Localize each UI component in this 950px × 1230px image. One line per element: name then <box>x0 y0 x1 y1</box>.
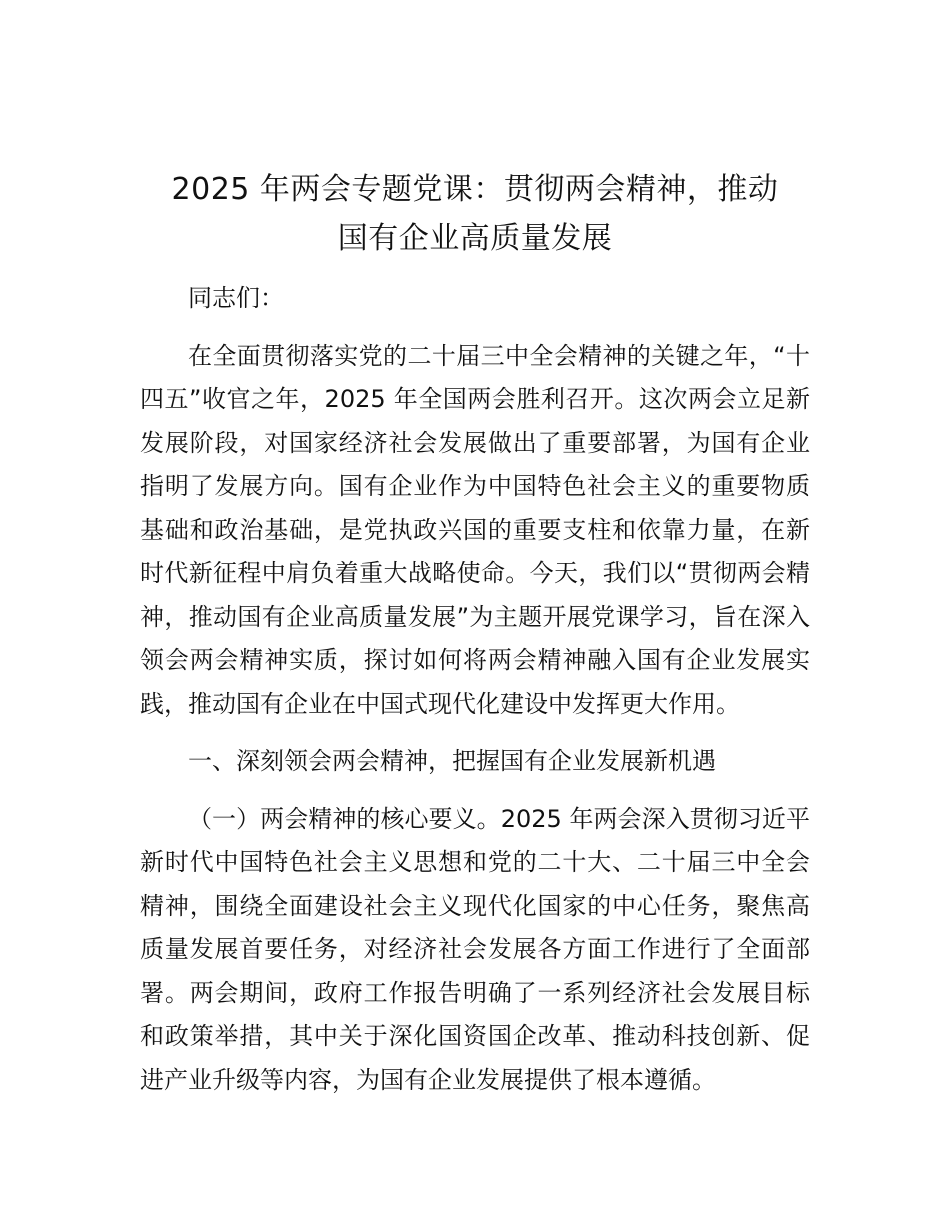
greeting: 同志们： <box>188 284 284 312</box>
document-title-line-2: 国有企业高质量发展 <box>337 221 613 256</box>
document-content <box>140 165 810 1102</box>
document-title-line-1: 2025 年两会专题党课：贯彻两会精神，推动 <box>171 172 779 207</box>
section-1-paragraph-1: （一）两会精神的核心要义。2025 年两会深入贯彻习近平新时代中国特色社会主义思想和党的二十大、二十届三中全会精神，围绕全面建设社会主义现代化国家的中心任务，聚焦高质量发展首要任务，对经济社会发展各方面工作进行了全面部署。两会期间，政府工作报告明确了一系列经济社会发展目标和政策举措，其中关于深化国资国企改革、推动科技创新、促进产业升级等内容，为国有企业发展提供了根本遵循。 <box>140 804 810 1094</box>
section-1-heading: 一、深刻领会两会精神，把握国有企业发展新机遇 <box>188 747 716 775</box>
document-title <box>135 165 815 263</box>
intro-paragraph: 在全面贯彻落实党的二十届三中全会精神的关键之年，“十四五”收官之年，2025 年全国两会胜利召开。这次两会立足新发展阶段，对国家经济社会发展做出了重要部署，为国有企业指明了发展方向。国有企业作为中国特色社会主义的重要物质基础和政治基础，是党执政兴国的重要支柱和依靠力量，在新时代新征程中肩负着重大战略使命。今天，我们以“贯彻两会精神，推动国有企业高质量发展”为主题开展党课学习，旨在深入领会两会精神实质，探讨如何将两会精神融入国有企业发展实践，推动国有企业在中国式现代化建设中发挥更大作用。 <box>140 341 810 718</box>
